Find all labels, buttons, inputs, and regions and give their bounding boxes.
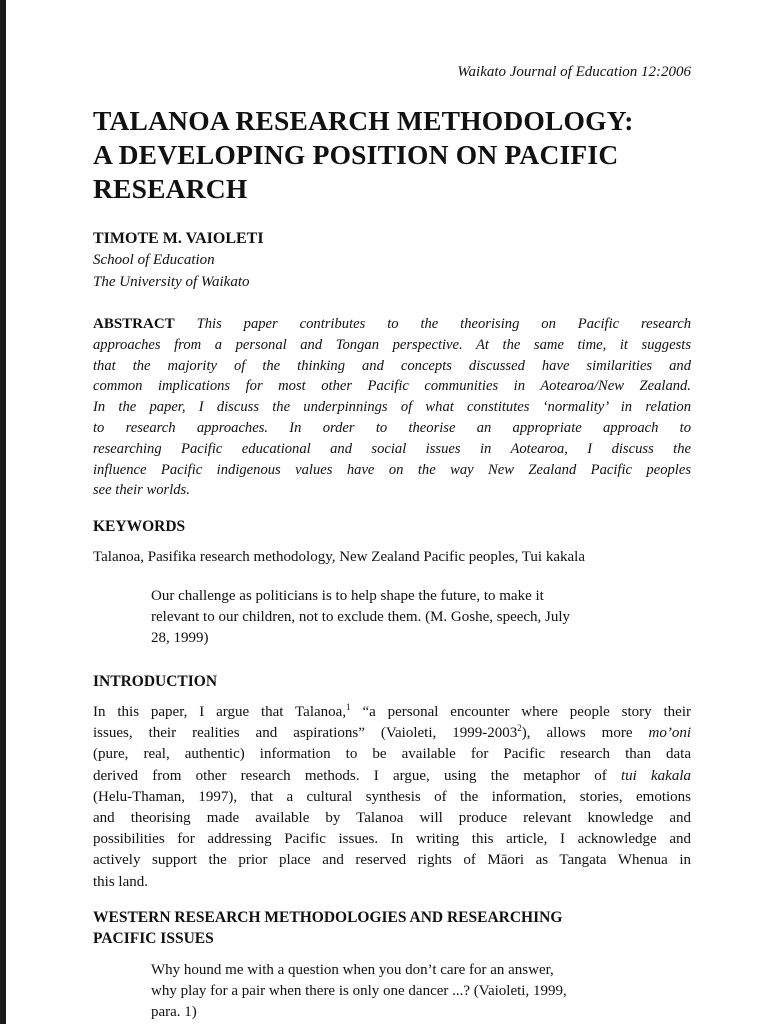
title-line: A DEVELOPING POSITION ON PACIFIC: [93, 139, 619, 170]
abstract-line: researching Pacific educational and social issues in Aotearoa, I discuss the: [93, 440, 691, 457]
intro-text: issues, their realities and aspirations” (Vaioleti, 1999-2003: [93, 725, 518, 742]
intro-text: (Helu-Thaman, 1997), that a cultural synthesis of the information, stories, emotions: [93, 788, 691, 805]
epigraph-goshe: [151, 586, 646, 649]
quote-line: para. 1): [151, 1004, 197, 1020]
intro-text: In this paper, I argue that Talanoa,: [93, 704, 347, 720]
quote-line: relevant to our children, not to exclude them. (M. Goshe, speech, July: [151, 609, 571, 625]
intro-text: “a personal encounter where people story their: [350, 704, 691, 720]
quote-line: why play for a pair when there is only one dancer ...? (Vaioleti, 1999,: [151, 983, 567, 999]
abstract-label: ABSTRACT: [93, 316, 175, 332]
abstract-line: common implications for most other Pacific communities in Aotearoa/New Zealand.: [93, 378, 691, 395]
abstract-line: This paper contributes to the theorising on Pacific research: [196, 316, 691, 332]
heading-line: PACIFIC ISSUES: [93, 930, 214, 947]
heading-line: WESTERN RESEARCH METHODOLOGIES AND RESEARCHING: [93, 909, 563, 926]
intro-text: ), allows more: [521, 725, 649, 742]
page-scan-edge: [0, 0, 6, 1024]
quote-line: Why hound me with a question when you don’t care for an answer,: [151, 962, 554, 978]
author-department: School of Education: [93, 252, 215, 268]
quote-line: 28, 1999): [151, 630, 209, 646]
title-line: TALANOA RESEARCH METHODOLOGY:: [93, 105, 634, 136]
abstract-line: to research approaches. In order to theorise an appropriate approach to: [93, 419, 691, 436]
intro-term: tui kakala: [620, 767, 691, 784]
paper-title: [93, 104, 693, 206]
abstract-line: see their worlds.: [93, 482, 190, 499]
author-name: TIMOTE M. VAIOLETI: [93, 230, 264, 247]
intro-text: this land.: [93, 873, 148, 890]
quote-line: Our challenge as politicians is to help shape the future, to make it: [151, 588, 544, 604]
intro-text: (pure, real, authentic) information to be available for Pacific research than data: [93, 746, 691, 763]
intro-text: possibilities for addressing Pacific issues. In writing this article, I acknowledge and: [93, 831, 691, 848]
intro-text: and theorising made available by Talanoa will produce relevant knowledge and: [93, 809, 691, 826]
keywords-heading: KEYWORDS: [93, 518, 186, 535]
abstract: [93, 314, 691, 501]
intro-text: derived from other research methods. I argue, using the metaphor of: [93, 767, 621, 784]
western-methodologies-heading: [93, 907, 562, 949]
footnote-marker[interactable]: 2: [517, 723, 522, 734]
introduction-paragraph: [93, 702, 691, 893]
footnote-marker[interactable]: 1: [346, 702, 351, 712]
abstract-line: In the paper, I discuss the underpinnings of what constitutes ‘normality’ in relation: [93, 399, 691, 416]
abstract-line: approaches from a personal and Tongan perspective. At the same time, it suggests: [93, 336, 691, 353]
title-line: RESEARCH: [93, 173, 248, 204]
epigraph-vaioleti: [151, 960, 646, 1023]
intro-text: actively support the prior place and reserved rights of Māori as Tangata Whenua in: [93, 852, 691, 869]
introduction-heading: INTRODUCTION: [93, 673, 218, 690]
intro-term: mo’oni: [648, 725, 691, 742]
keywords-text: Talanoa, Pasifika research methodology, New Zealand Pacific peoples, Tui kakala: [93, 549, 585, 565]
abstract-line: that the majority of the thinking and concepts discussed have similarities and: [93, 357, 691, 374]
author-institution: The University of Waikato: [93, 274, 250, 290]
abstract-line: influence Pacific indigenous values have on the way New Zealand Pacific peoples: [93, 461, 691, 478]
journal-header: Waikato Journal of Education 12:2006: [457, 64, 691, 80]
